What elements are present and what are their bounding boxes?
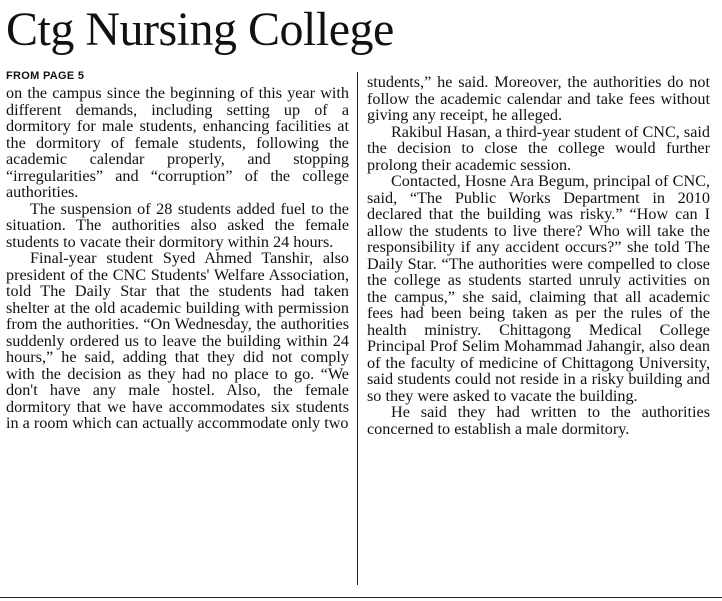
- article-column-1: [6, 85, 349, 432]
- article-column-2: [367, 74, 710, 437]
- paragraph: The suspension of 28 students added fuel to the situation. The authorities also asked the female students to vacate their dormitory within 24 hours.: [6, 199, 349, 251]
- paragraph: on the campus since the beginning of this year with different demands, including setting up of a dormitory for male students, enhancing facilities at the dormitory of female students, following the academic calendar properly, and stopping “irregularities” and “corruption” of the college authorities.: [6, 84, 349, 201]
- paragraph: Contacted, Hosne Ara Begum, principal of CNC, said, “The Public Works Department in 2010 declared that the building was risky.” “How can I allow the students to live there? Who will take the responsibility if any accident occurs?” she told The Daily Star. “The authorities were compelled to close the college as students started unruly activities on the campus,” she said, claiming that all academic fees had been being taken as per the rules of the health ministry. Chittagong Medical College Principal Prof Selim Mohammad Jahangir, also dean of the faculty of medicine of Chittagong University, said students could not reside in a risky building and so they were asked to vacate the building.: [367, 172, 710, 405]
- paragraph: Rakibul Hasan, a third-year student of CNC, said the decision to close the college would further prolong their academic session.: [367, 122, 710, 174]
- jump-label: FROM PAGE 5: [6, 70, 85, 82]
- paragraph: Final-year student Syed Ahmed Tanshir, also president of the CNC Students' Welfare Association, told The Daily Star that the students had taken shelter at the old academic building with permission from the authorities. “On Wednesday, the authorities suddenly ordered us to leave the building within 24 hours,” he said, adding that they did not comply with the decision as they had no place to go. “We don't have any male hostel. Also, the female dormitory that we have accommodates six students in a room which can actually accommodate only two: [6, 249, 349, 432]
- paragraph: students,” he said. Moreover, the authorities do not follow the academic calendar and take fees without giving any receipt, he alleged.: [367, 73, 710, 124]
- headline: Ctg Nursing College: [6, 3, 394, 56]
- paragraph: He said they had written to the authorities concerned to establish a male dormitory.: [367, 403, 710, 438]
- column-divider: [357, 72, 358, 585]
- bottom-rule: [0, 597, 722, 598]
